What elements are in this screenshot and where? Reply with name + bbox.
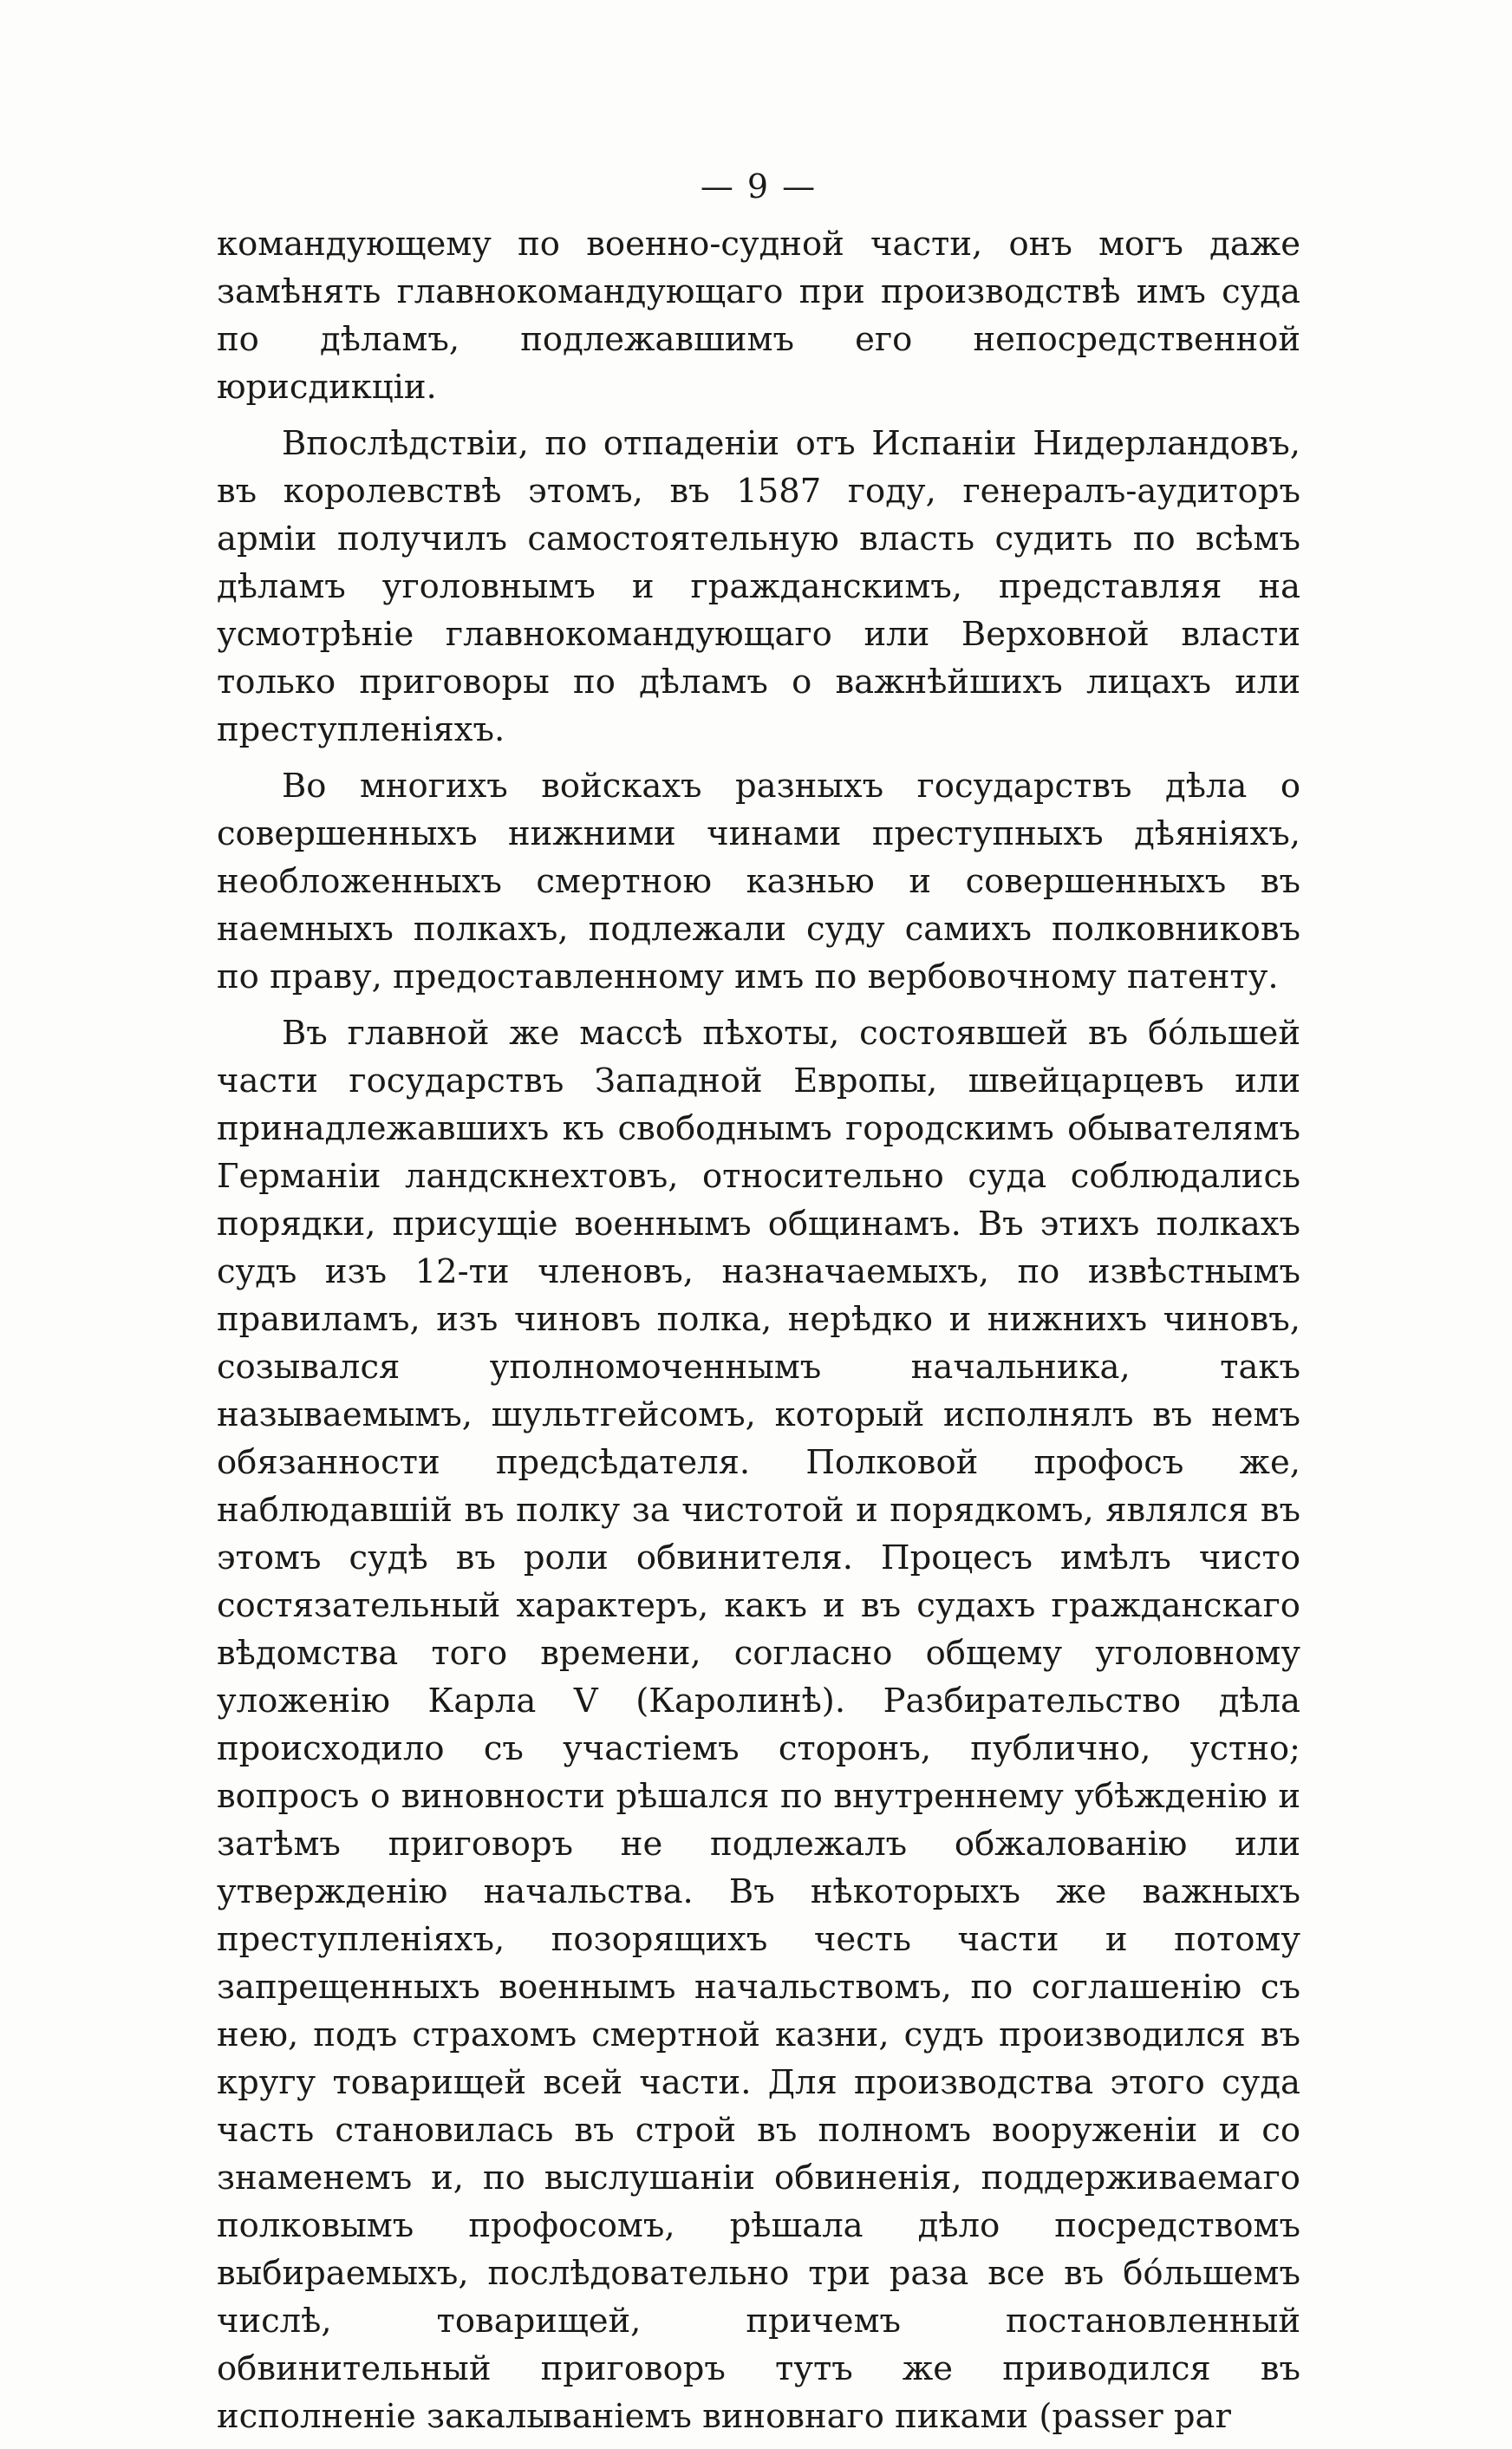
document-page [217, 165, 1300, 2449]
paragraph-3: Во многихъ войскахъ разныхъ государствъ дѣла о совершенныхъ нижними чинами преступныхъ дѣяніяхъ, необложенныхъ смертною казнью и совершенныхъ въ наемныхъ полкахъ, подлежали суду самихъ полковниковъ по праву, предоставленному имъ по вербовочному патенту. [217, 767, 1300, 996]
paragraph-2: Впослѣдствіи, по отпаденіи отъ Испаніи Нидерландовъ, въ королевствѣ этомъ, въ 1587 году, генералъ-аудиторъ арміи получилъ самостоятельную власть судить по всѣмъ дѣламъ уголовнымъ и гражданскимъ, представляя на усмотрѣніе главнокомандующаго или Верховной власти только приговоры по дѣламъ о важнѣйшихъ лицахъ или преступленіяхъ. [217, 424, 1300, 749]
paragraph-1: командующему по военно-судной части, онъ могъ даже замѣнять главнокомандующаго при производствѣ имъ суда по дѣламъ, подлежавшимъ его непосредственной юрисдикціи. [217, 225, 1300, 407]
paragraph-4: Въ главной же массѣ пѣхоты, состоявшей въ бо́льшей части государствъ Западной Европы, швейцарцевъ или принадлежавшихъ къ свободнымъ городскимъ обывателямъ Германіи ландскнехтовъ, относительно суда соблюдались порядки, присущіе военнымъ общинамъ. Въ этихъ полкахъ судъ изъ 12-ти членовъ, назначаемыхъ, по извѣстнымъ правиламъ, изъ чиновъ полка, нерѣдко и нижнихъ чиновъ, созывался уполномоченнымъ начальника, такъ называемымъ, шультгейсомъ, который исполнялъ въ немъ обязанности предсѣдателя. Полковой профосъ же, наблюдавшій въ полку за чистотой и порядкомъ, являлся въ этомъ судѣ въ роли обвинителя. Процесъ имѣлъ чисто состязательный характеръ, какъ и въ судахъ гражданскаго вѣдомства того времени, согласно общему уголовному уложенію Карла V (Каролинѣ). Разбирательство дѣла происходило съ участіемъ сторонъ, публично, устно; вопросъ о виновности рѣшался по внутреннему убѣжденію и затѣмъ приговоръ не подлежалъ обжалованію или утвержденію начальства. Въ нѣкоторыхъ же важныхъ преступленіяхъ, позорящихъ честь части и потому запрещенныхъ военнымъ начальствомъ, по соглашенію съ нею, подъ страхомъ смертной казни, судъ производился въ кругу товарищей всей части. Для производства этого суда часть становилась въ строй въ полномъ вооруженіи и со знаменемъ и, по выслушаніи обвиненія, поддерживаемаго полковымъ профосомъ, рѣшала дѣло посредствомъ выбираемыхъ, послѣдовательно три раза все въ бо́льшемъ числѣ, товарищей, причемъ постановленный обвинительный приговоръ тутъ же приводился въ исполненіе закалываніемъ виновнаго пиками (passer par [217, 1014, 1300, 2436]
page-number: — 9 — [700, 167, 818, 206]
